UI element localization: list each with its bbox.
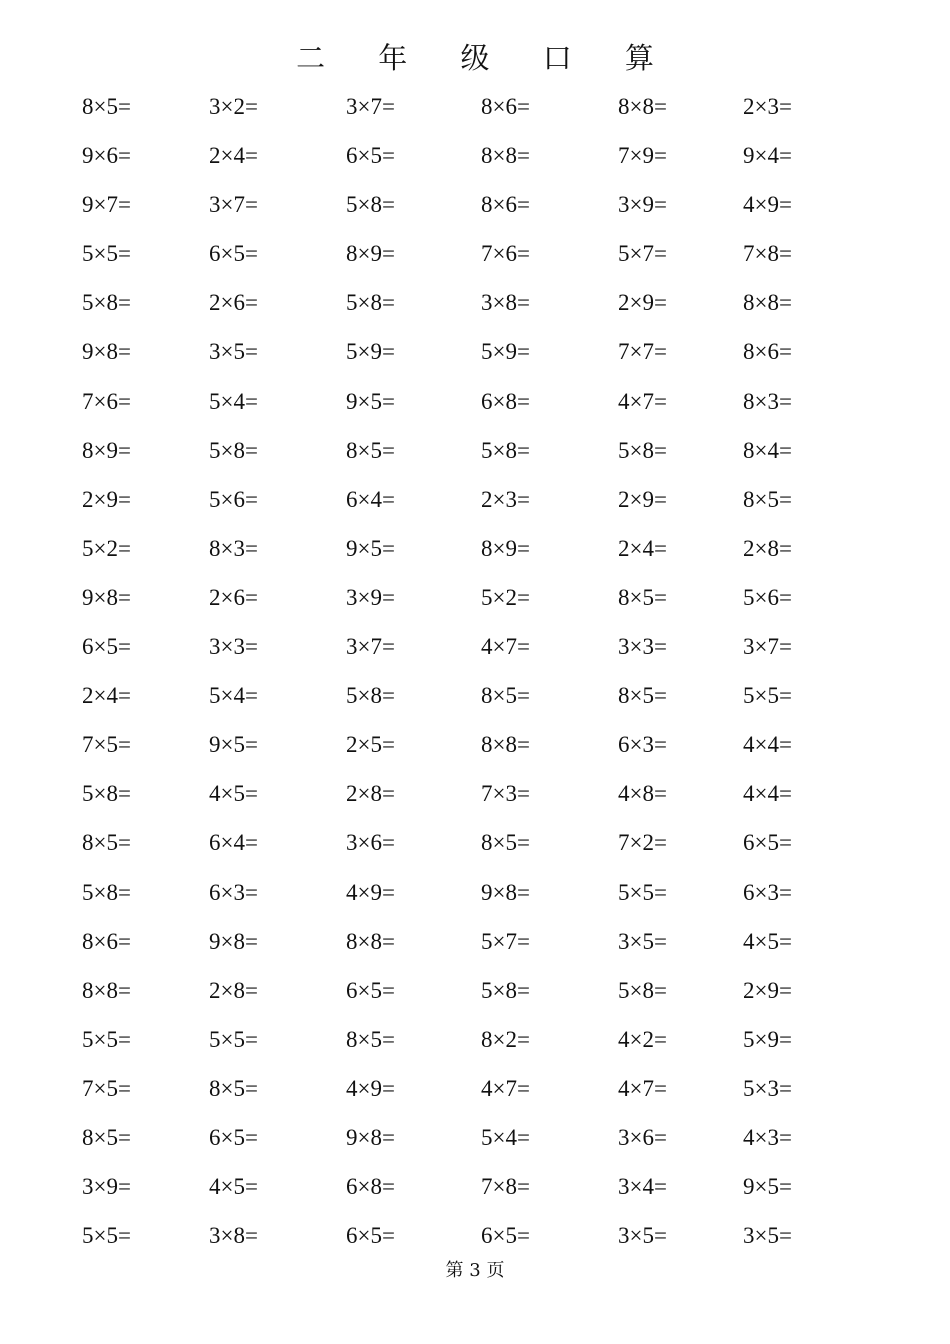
problem-item: 5×8= [209,437,258,463]
problem-item: 5×6= [743,584,792,610]
problem-item: 6×5= [743,830,792,856]
problem-item: 6×5= [346,977,395,1003]
problem-item: 7×8= [481,1174,530,1200]
problem-item: 7×5= [82,1075,131,1101]
problem-item: 3×6= [618,1124,667,1150]
problem-item: 3×9= [346,584,395,610]
problem-item: 5×9= [481,339,530,365]
problem-item: 5×4= [209,683,258,709]
problem-item: 8×5= [82,94,131,119]
problem-item: 5×2= [82,535,131,561]
problem-item: 6×5= [209,241,258,267]
problem-row [0,968,950,1017]
problem-item: 9×8= [346,1124,395,1150]
problem-row [0,526,950,575]
problem-item: 3×7= [346,94,395,119]
problem-item: 7×6= [82,388,131,414]
problem-item: 8×5= [209,1075,258,1101]
problem-item: 6×5= [481,1223,530,1249]
problem-item: 4×7= [481,634,530,660]
problem-item: 2×4= [618,535,667,561]
problem-row [0,673,950,722]
problem-item: 8×6= [481,94,530,119]
problem-item: 8×8= [743,290,792,316]
problem-item: 2×9= [618,290,667,316]
problem-row [0,133,950,182]
problem-item: 3×5= [209,339,258,365]
problem-item: 5×5= [209,1026,258,1052]
problem-item: 9×4= [743,143,792,169]
problem-item: 5×8= [618,977,667,1003]
problem-item: 6×3= [618,732,667,758]
problem-item: 3×9= [82,1174,131,1200]
problem-item: 5×4= [481,1124,530,1150]
problem-item: 4×5= [743,928,792,954]
problem-item: 2×6= [209,584,258,610]
problem-item: 5×4= [209,388,258,414]
problem-row [0,919,950,968]
problem-item: 6×4= [346,486,395,512]
problem-item: 4×9= [346,879,395,905]
problem-item: 5×7= [618,241,667,267]
problem-item: 5×8= [346,192,395,218]
problem-item: 5×8= [481,437,530,463]
problem-item: 8×8= [618,94,667,119]
problem-item: 3×8= [209,1223,258,1249]
problem-item: 8×9= [346,241,395,267]
problem-item: 2×8= [346,781,395,807]
problem-row [0,1017,950,1066]
problem-item: 9×5= [346,535,395,561]
page-number: 第 3 页 [445,1260,505,1281]
problem-item: 2×9= [618,486,667,512]
problem-item: 9×8= [82,339,131,365]
problem-item: 9×5= [743,1174,792,1200]
problem-item: 7×5= [82,732,131,758]
page-title: 二 年 级 口 算 [296,41,676,75]
problem-grid [0,84,950,1260]
problem-item: 4×7= [618,1075,667,1101]
problem-item: 7×9= [618,143,667,169]
problem-item: 2×8= [743,535,792,561]
problem-item: 8×9= [481,535,530,561]
problem-item: 5×5= [82,241,131,267]
problem-item: 8×5= [346,1026,395,1052]
problem-item: 4×8= [618,781,667,807]
problem-item: 5×5= [82,1223,131,1249]
problem-item: 4×9= [346,1075,395,1101]
problem-item: 6×5= [82,634,131,660]
problem-item: 8×5= [481,683,530,709]
problem-item: 4×4= [743,781,792,807]
problem-row [0,477,950,526]
problem-item: 6×5= [346,1223,395,1249]
problem-item: 7×2= [618,830,667,856]
problem-item: 8×6= [743,339,792,365]
problem-row [0,182,950,231]
problem-item: 6×8= [346,1174,395,1200]
problem-item: 8×5= [82,1124,131,1150]
problem-item: 5×5= [82,1026,131,1052]
problem-item: 5×2= [481,584,530,610]
problem-row [0,722,950,771]
problem-item: 8×2= [481,1026,530,1052]
problem-item: 9×7= [82,192,131,218]
problem-row [0,379,950,428]
problem-row [0,329,950,378]
problem-item: 6×3= [209,879,258,905]
problem-item: 6×5= [346,143,395,169]
problem-item: 3×8= [481,290,530,316]
problem-row [0,84,950,133]
problem-item: 2×6= [209,290,258,316]
problem-item: 8×5= [618,584,667,610]
problem-item: 8×6= [82,928,131,954]
problem-item: 5×8= [346,683,395,709]
problem-row [0,231,950,280]
problem-item: 3×7= [743,634,792,660]
problem-row [0,624,950,673]
problem-item: 4×4= [743,732,792,758]
problem-item: 2×9= [743,977,792,1003]
problem-item: 3×5= [618,1223,667,1249]
problem-row [0,771,950,820]
problem-item: 2×4= [209,143,258,169]
problem-item: 2×3= [481,486,530,512]
problem-item: 3×9= [618,192,667,218]
problem-item: 8×9= [82,437,131,463]
problem-item: 3×7= [209,192,258,218]
problem-item: 5×3= [743,1075,792,1101]
problem-item: 5×8= [618,437,667,463]
problem-item: 3×7= [346,634,395,660]
problem-item: 7×8= [743,241,792,267]
problem-item: 4×7= [618,388,667,414]
problem-item: 9×8= [82,584,131,610]
problem-item: 4×5= [209,1174,258,1200]
problem-item: 8×8= [82,977,131,1003]
problem-item: 6×5= [209,1124,258,1150]
problem-item: 4×7= [481,1075,530,1101]
problem-item: 2×3= [743,94,792,119]
problem-row [0,870,950,919]
problem-item: 4×3= [743,1124,792,1150]
problem-item: 6×8= [481,388,530,414]
problem-item: 2×8= [209,977,258,1003]
problem-item: 8×5= [82,830,131,856]
problem-item: 8×4= [743,437,792,463]
problem-item: 3×6= [346,830,395,856]
problem-row [0,1213,950,1262]
problem-row [0,575,950,624]
problem-item: 5×8= [481,977,530,1003]
problem-item: 3×5= [743,1223,792,1249]
problem-item: 6×3= [743,879,792,905]
problem-item: 9×5= [346,388,395,414]
problem-item: 8×5= [346,437,395,463]
problem-item: 5×5= [618,879,667,905]
problem-row [0,280,950,329]
problem-item: 8×5= [481,830,530,856]
problem-item: 5×8= [82,879,131,905]
problem-item: 8×3= [209,535,258,561]
problem-item: 5×9= [743,1026,792,1052]
problem-item: 2×9= [82,486,131,512]
problem-row [0,1066,950,1115]
problem-item: 4×9= [743,192,792,218]
problem-item: 5×9= [346,339,395,365]
problem-item: 8×8= [481,732,530,758]
problem-item: 8×8= [481,143,530,169]
problem-item: 5×8= [346,290,395,316]
problem-item: 3×5= [618,928,667,954]
problem-item: 4×2= [618,1026,667,1052]
problem-item: 3×4= [618,1174,667,1200]
problem-item: 3×2= [209,94,258,119]
problem-item: 9×6= [82,143,131,169]
problem-row [0,1164,950,1213]
problem-item: 7×7= [618,339,667,365]
problem-item: 5×8= [82,290,131,316]
problem-item: 2×4= [82,683,131,709]
problem-item: 5×7= [481,928,530,954]
problem-row [0,1115,950,1164]
problem-item: 8×6= [481,192,530,218]
problem-row [0,428,950,477]
problem-item: 3×3= [618,634,667,660]
problem-row [0,820,950,869]
problem-item: 7×3= [481,781,530,807]
problem-item: 9×8= [481,879,530,905]
problem-item: 9×8= [209,928,258,954]
problem-item: 8×5= [743,486,792,512]
problem-item: 6×4= [209,830,258,856]
problem-item: 5×8= [82,781,131,807]
problem-item: 2×5= [346,732,395,758]
problem-item: 7×6= [481,241,530,267]
problem-item: 8×8= [346,928,395,954]
problem-item: 3×3= [209,634,258,660]
problem-item: 4×5= [209,781,258,807]
problem-item: 8×5= [618,683,667,709]
problem-item: 5×5= [743,683,792,709]
problem-item: 9×5= [209,732,258,758]
problem-item: 8×3= [743,388,792,414]
problem-item: 5×6= [209,486,258,512]
